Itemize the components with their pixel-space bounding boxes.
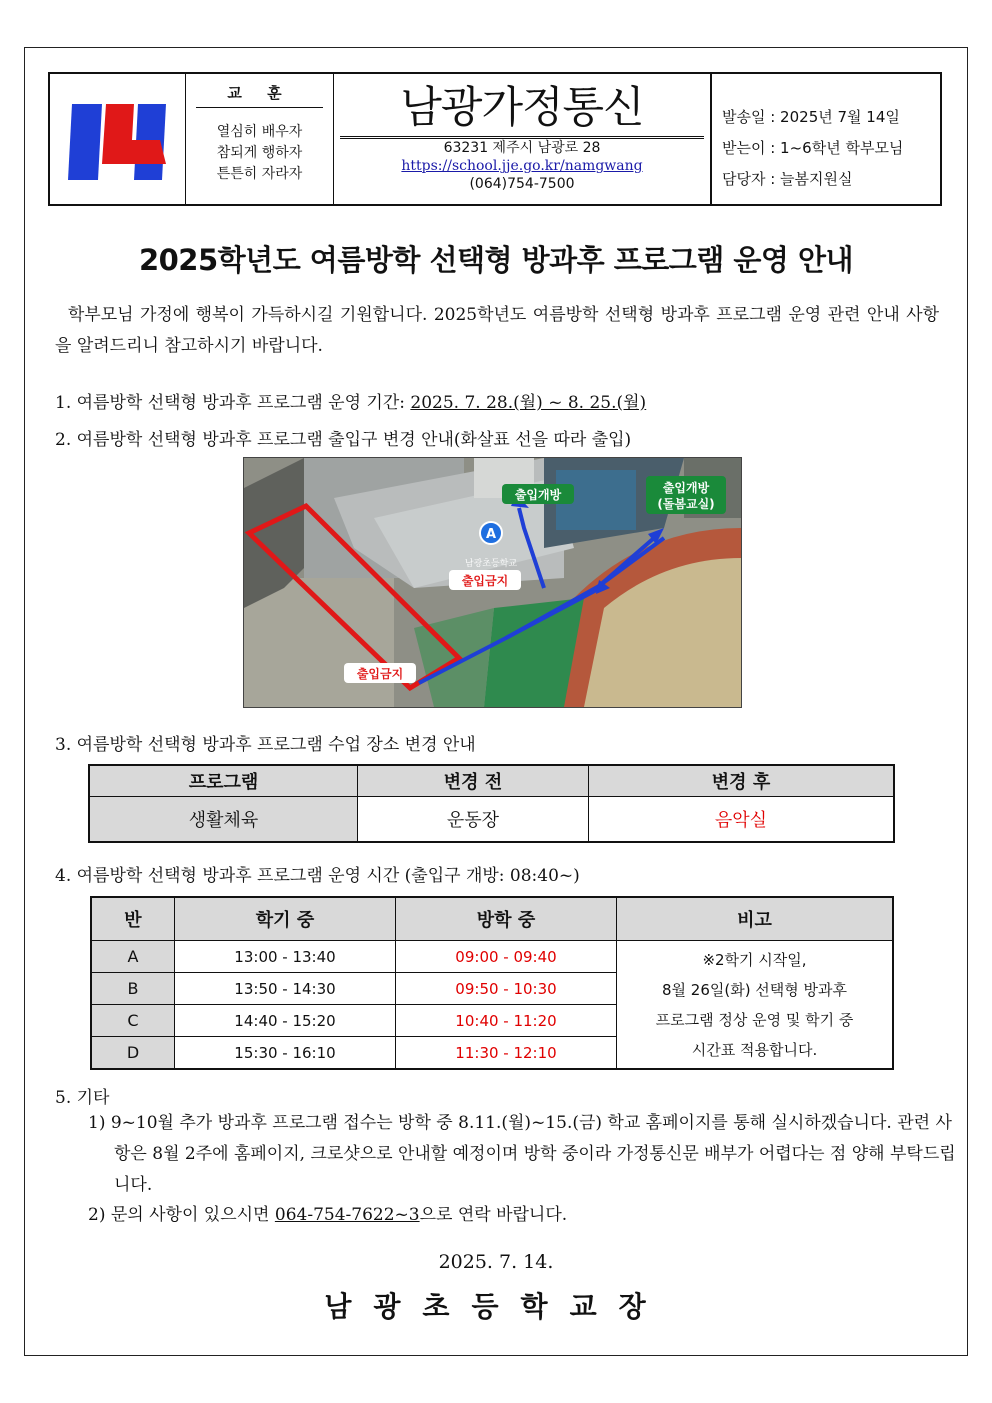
class-name: C [91, 1005, 175, 1037]
send-date: 발송일 : 2025년 7월 14일 [722, 108, 900, 126]
note-line: 8월 26일(화) 선택형 방과후 [661, 980, 848, 999]
send-info [712, 74, 940, 204]
issue-date: 2025. 7. 14. [438, 1251, 554, 1273]
newsletter-header [48, 72, 942, 206]
note-line: 시간표 적용합니다. [691, 1040, 818, 1059]
table-row [91, 941, 893, 973]
newsletter-title: 남광가정통신 [340, 82, 704, 139]
table-header: 반 [91, 897, 175, 941]
schedule-note [617, 941, 894, 1070]
operation-period: 2025. 7. 28.(월) ~ 8. 25.(월) [410, 393, 647, 413]
school-phone: (064)754-7500 [469, 176, 575, 192]
table-header: 변경 전 [358, 765, 589, 797]
recipient: 받는이 : 1~6학년 학부모님 [722, 139, 904, 157]
location-before: 운동장 [358, 797, 589, 843]
motto-line: 참되게 행하자 [216, 145, 303, 161]
class-name: B [91, 973, 175, 1005]
map-school-label: 남광초등학교 [464, 559, 518, 569]
motto-line: 열심히 배우자 [216, 124, 303, 140]
class-name: D [91, 1037, 175, 1070]
school-logo-icon [50, 74, 185, 204]
map-marker: A [485, 527, 497, 542]
school-motto [186, 74, 334, 204]
note-line: ※2학기 시작일, [702, 950, 807, 969]
note-line: 프로그램 정상 운영 및 학기 중 [655, 1010, 854, 1029]
etc-item-2-tail: 으로 연락 바랍니다. [419, 1205, 568, 1225]
section-2: 2. 여름방학 선택형 방과후 프로그램 출입구 변경 안내(화살표 선을 따라 출입) [55, 430, 632, 450]
vacation-time: 11:30 - 12:10 [396, 1037, 617, 1070]
semester-time: 13:00 - 13:40 [175, 941, 396, 973]
page-title: 2025학년도 여름방학 선택형 방과후 프로그램 운영 안내 [138, 243, 854, 277]
vacation-time: 10:40 - 11:20 [396, 1005, 617, 1037]
entrance-map [243, 457, 742, 708]
etc-item-2 [88, 1200, 938, 1231]
label-open-2-sub: (돌봄교실) [657, 497, 715, 511]
label-closed-2: 출입금지 [356, 667, 404, 681]
vacation-time: 09:00 - 09:40 [396, 941, 617, 973]
table-header: 비고 [617, 897, 894, 941]
section-5: 5. 기타 [55, 1088, 110, 1108]
vacation-time: 09:50 - 10:30 [396, 973, 617, 1005]
location-after: 음악실 [589, 797, 895, 843]
table-header: 프로그램 [89, 765, 358, 797]
newsletter-title-block [334, 74, 712, 204]
principal-signature: 남광초등학교장 [324, 1290, 668, 1323]
section-1 [55, 388, 646, 413]
label-open-1: 출입개방 [514, 488, 562, 502]
table-header: 방학 중 [396, 897, 617, 941]
school-url-link[interactable]: https://school.jje.go.kr/namgwang [401, 158, 643, 174]
label-open-2: 출입개방 [662, 481, 710, 495]
section-3: 3. 여름방학 선택형 방과후 프로그램 수업 장소 변경 안내 [55, 735, 476, 755]
manager: 담당자 : 늘봄지원실 [722, 170, 853, 188]
table-header: 학기 중 [175, 897, 396, 941]
section-4: 4. 여름방학 선택형 방과후 프로그램 운영 시간 (출입구 개방: 08:40~) [55, 866, 580, 886]
section-1-label: 1. 여름방학 선택형 방과후 프로그램 운영 기간: [55, 393, 411, 413]
school-address: 63231 제주시 남광로 28 [443, 140, 601, 156]
motto-title: 교 훈 [196, 82, 323, 108]
entrance-map-image [244, 458, 741, 707]
intro-text: 학부모님 가정에 행복이 가득하시길 기원합니다. 2025학년도 여름방학 선택형 방과후 프로그램 운영 관련 안내 사항을 알려드리니 참고하시기 바랍니다. [55, 305, 940, 356]
etc-item-2-text: 2) 문의 사항이 있으시면 [88, 1205, 275, 1225]
semester-time: 15:30 - 16:10 [175, 1037, 396, 1070]
intro-paragraph [55, 300, 939, 362]
contact-phone: 064-754-7622~3 [274, 1205, 420, 1225]
school-logo [50, 74, 186, 204]
semester-time: 14:40 - 15:20 [175, 1005, 396, 1037]
class-name: A [91, 941, 175, 973]
schedule-table [90, 896, 894, 1070]
label-closed-1: 출입금지 [461, 574, 509, 588]
semester-time: 13:50 - 14:30 [175, 973, 396, 1005]
location-change-table [88, 764, 895, 843]
program-name: 생활체육 [89, 797, 358, 843]
table-header: 변경 후 [589, 765, 895, 797]
etc-item-1: 1) 9~10월 추가 방과후 프로그램 접수는 방학 중 8.11.(월)~15.(금) 학교 홈페이지를 통해 실시하겠습니다. 관련 사항은 8월 2주에 홈페이지, 크로샷으로 안내할 예정이며 방학 중이라 가정통신문 배부가 어렵다는 점 양해 부탁드립니다. [88, 1113, 956, 1195]
motto-line: 튼튼히 자라자 [216, 166, 303, 182]
